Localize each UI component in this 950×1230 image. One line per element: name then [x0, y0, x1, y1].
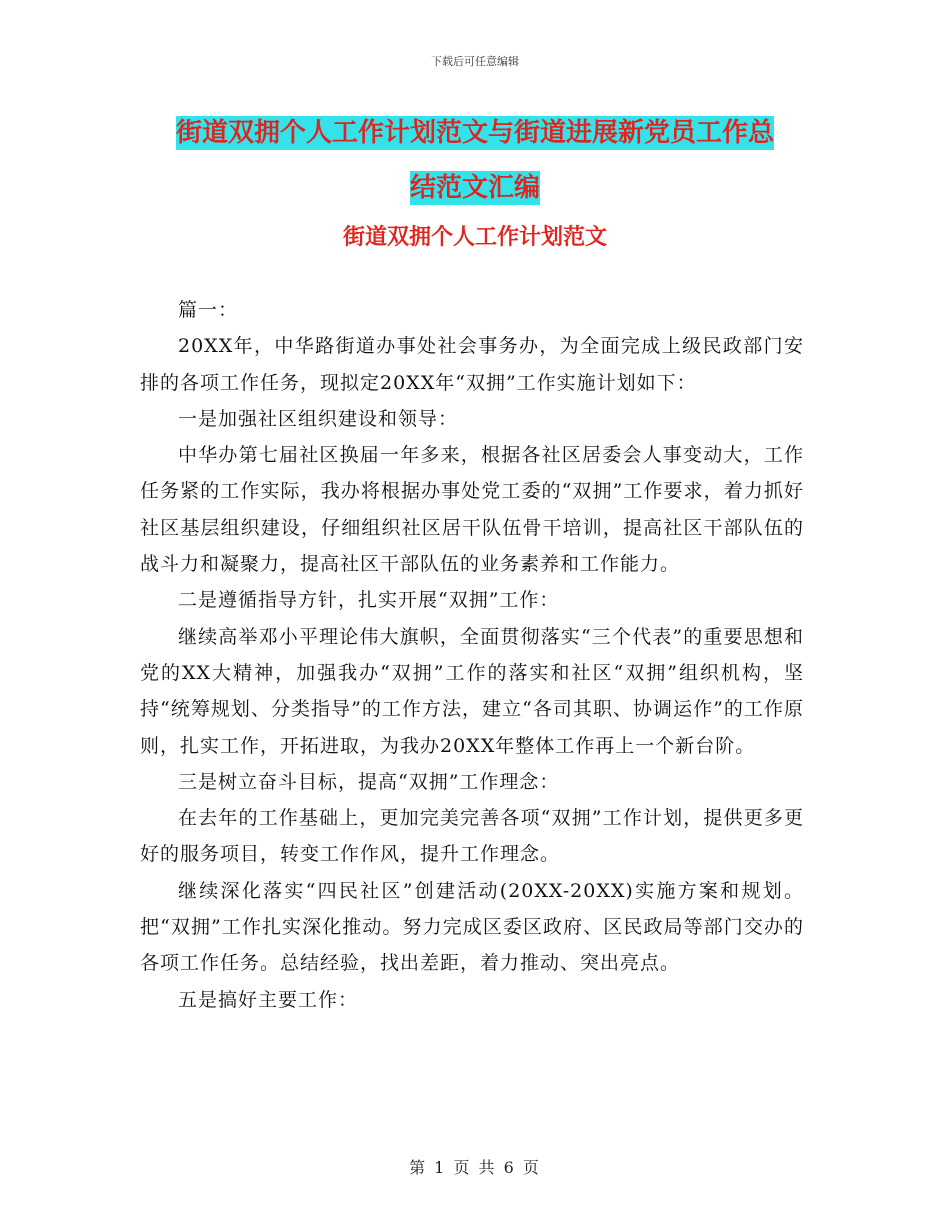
document-title — [0, 106, 950, 216]
document-title-line2: 结范文汇编 — [409, 173, 540, 203]
paragraph: 五是搞好主要工作： — [178, 988, 359, 1011]
paragraph: 继续深化落实“四民社区”创建活动(20XX-20XX)实施方案和规划。把“双拥”工作扎实深化推动。努力完成区委区政府、区民政局等部门交办的各项工作任务。总结经验，找出差距，着力推动、突出亮点。 — [140, 879, 804, 975]
document-title-line1: 街道双拥个人工作计划范文与街道进展新党员工作总 — [175, 118, 774, 148]
paragraph: 篇一： — [178, 299, 239, 321]
paragraph: 中华办第七届社区换届一年多来，根据各社区居委会人事变动大，工作任务紧的工作实际，我办将根据办事处党工委的“双拥”工作要求，着力抓好社区基层组织建设，仔细组织社区居干队伍骨干培训，提高社区干部队伍的战斗力和凝聚力，提高社区干部队伍的业务素养和工作能力。 — [140, 444, 804, 576]
paragraph: 在去年的工作基础上，更加完美完善各项“双拥”工作计划，提供更多更好的服务项目，转变工作作风，提升工作理念。 — [140, 807, 804, 866]
paragraph: 继续高举邓小平理论伟大旗帜，全面贯彻落实“三个代表”的重要思想和党的XX大精神，加强我办“双拥”工作的落实和社区“双拥”组织机构，坚持“统筹规划、分类指导”的工作方法，建立“各司其职、协调运作”的工作原则，扎实工作，开拓进取，为我办20XX年整体工作再上一个新台阶。 — [140, 625, 804, 757]
page-number: 第 1 页 共 6 页 — [409, 1158, 541, 1177]
paragraph: 二是遵循指导方针，扎实开展“双拥”工作： — [178, 589, 560, 612]
paragraph: 一是加强社区组织建设和领导： — [178, 407, 459, 430]
body-text — [140, 292, 804, 1018]
paragraph: 20XX年，中华路街道办事处社会事务办，为全面完成上级民政部门安排的各项工作任务，现拟定20XX年“双拥”工作实施计划如下： — [140, 335, 804, 394]
paragraph: 三是树立奋斗目标，提高“双拥”工作理念： — [178, 770, 560, 793]
section-title: 街道双拥个人工作计划范文 — [342, 225, 607, 250]
header-note: 下载后可任意编辑 — [431, 55, 519, 68]
